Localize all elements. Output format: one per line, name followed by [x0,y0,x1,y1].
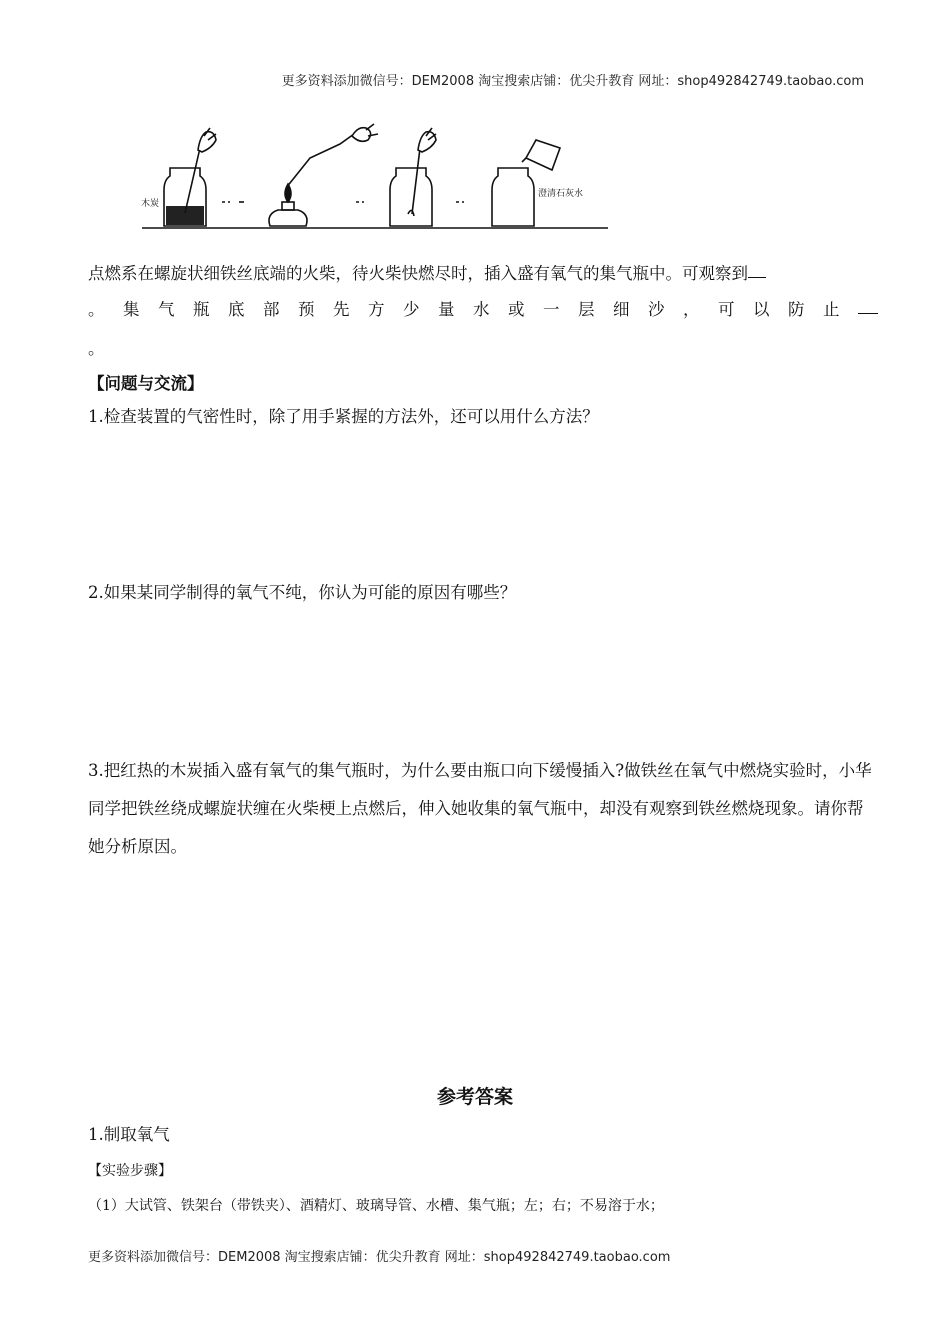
spaced-char: 气 [158,300,175,319]
spaced-char: 量 [438,300,455,319]
spaced-char: ， [683,300,700,319]
spaced-char: 或 [508,300,525,319]
spaced-char: 底 [228,300,245,319]
spaced-char: 沙 [648,300,665,319]
page-header: 更多资料添加微信号：DEM2008 淘宝搜索店铺：优尖升教育 网址：shop492842749.taobao.com [281,74,864,89]
answer-blank-1[interactable] [748,255,766,278]
spaced-char: 水 [473,300,490,319]
spaced-char: 部 [263,300,280,319]
section-heading: 【问题与交流】 [88,374,204,393]
spaced-char: 方 [368,300,385,319]
paragraph-line-3: 。 [88,339,105,358]
jar-limewater [492,140,560,226]
jar-oxygen [390,128,436,226]
spaced-char: 集 [123,300,140,319]
figure-label-charcoal: 木炭 [141,199,160,209]
figure-label-limewater: 澄清石灰水 [538,189,584,199]
answer-item-1: 1.制取氧气 [88,1125,170,1144]
paragraph-line-2 [88,291,878,329]
steps-heading: 【实验步骤】 [88,1163,172,1179]
experiment-figure [140,118,610,230]
spaced-char: 细 [613,300,630,319]
spaced-char: 瓶 [193,300,210,319]
question-2: 2.如果某同学制得的氧气不纯，你认为可能的原因有哪些？ [88,583,517,602]
question-3: 3.把红热的木炭插入盛有氧气的集气瓶时，为什么要由瓶口向下缓慢插入?做铁丝在氧气中燃烧实验时，小华同学把铁丝绕成螺旋状缠在火柴梗上点燃后，伸入她收集的氧气瓶中，却没有观察到铁丝燃烧现象。请你帮她分析原因。 [88,761,872,856]
alcohol-lamp [269,124,378,226]
spaced-char: 层 [578,300,595,319]
spaced-char: 可 [718,300,735,319]
spaced-char: 先 [333,300,350,319]
spaced-char: 预 [298,300,315,319]
jar-charcoal [164,128,216,226]
spaced-char: 。 [88,300,105,319]
answer-blank-2[interactable] [858,291,878,314]
spaced-char: 少 [403,300,420,319]
paragraph-text-1: 点燃系在螺旋状细铁丝底端的火柴，待火柴快燃尽时，插入盛有氧气的集气瓶中。可观察到 [88,264,748,283]
spaced-char: 一 [543,300,560,319]
spaced-char: 止 [823,300,840,319]
answer-step-1: （1）大试管、铁架台（带铁夹）、酒精灯、玻璃导管、水槽、集气瓶；左；右；不易溶于水； [88,1198,664,1214]
question-1: 1.检查装置的气密性时，除了用手紧握的方法外，还可以用什么方法？ [88,407,599,426]
paragraph-line-1 [88,255,766,293]
spaced-char: 以 [753,300,770,319]
spaced-char: 防 [788,300,805,319]
answers-title: 参考答案 [436,1086,513,1108]
page-footer: 更多资料添加微信号：DEM2008 淘宝搜索店铺：优尖升教育 网址：shop492842749.taobao.com [88,1250,671,1265]
